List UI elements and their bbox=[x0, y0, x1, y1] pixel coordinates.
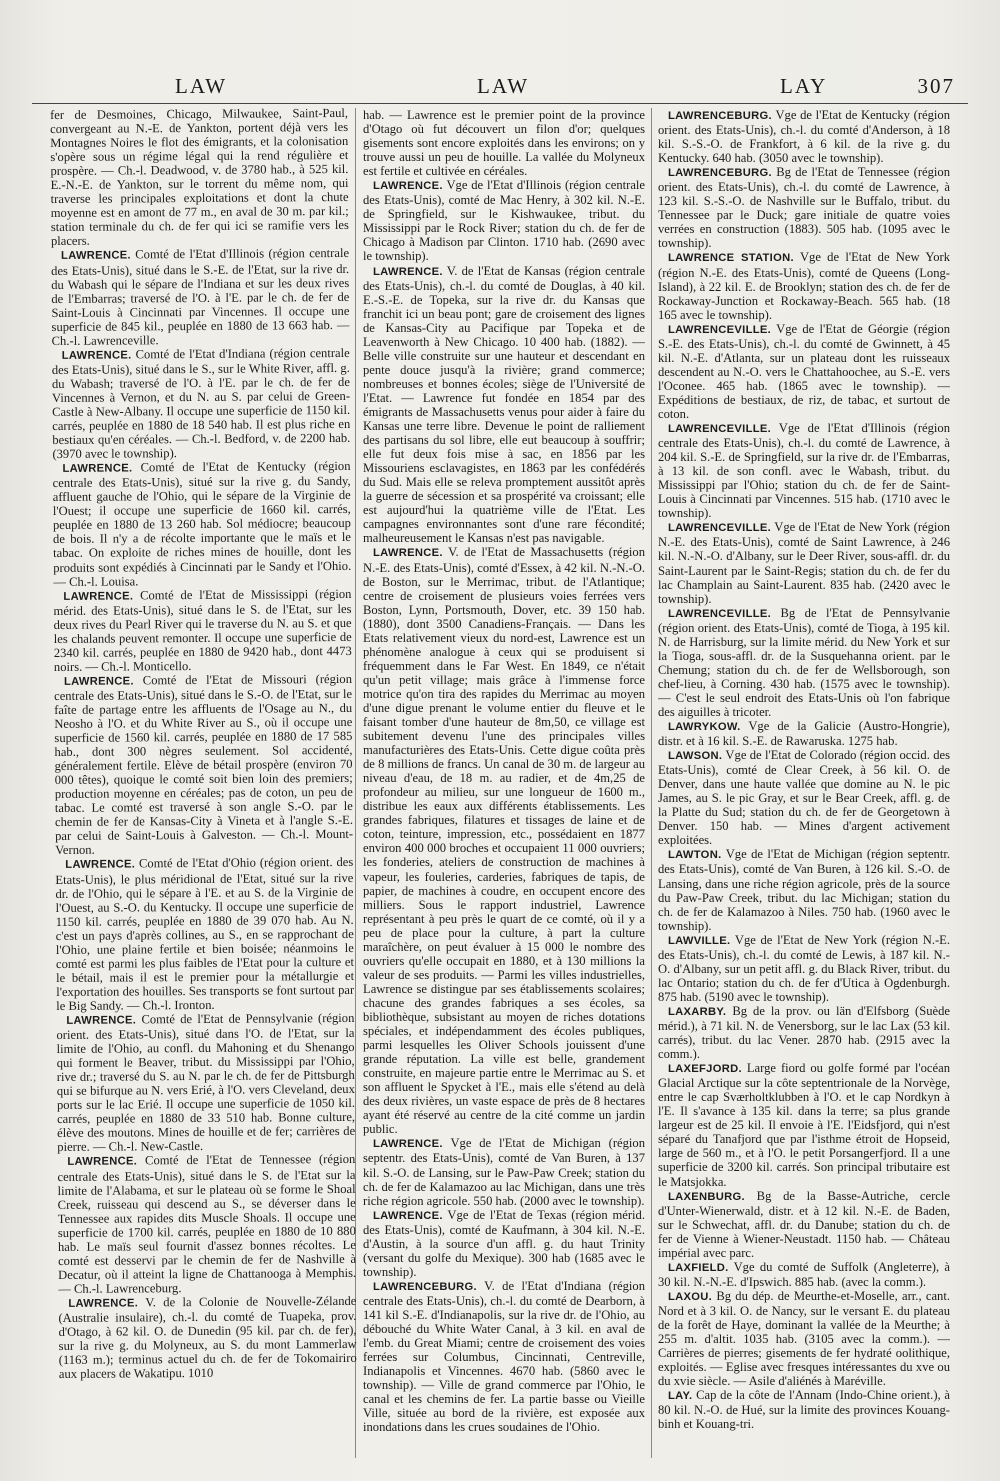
dictionary-entry bbox=[52, 346, 351, 461]
dictionary-entry bbox=[658, 606, 950, 719]
entry-text: Vge de l'Etat de Michigan (région septentr. des Etats-Unis), comté de Van Buren, à 137 kil. S.-O. de Lansing, sur le Paw-Paw Creek; station du ch. de fer de Kalamazoo au lac Michigan, dans une très riche région agricole. 550 hab. (2000 avec le township). bbox=[363, 1136, 645, 1208]
dictionary-entry bbox=[658, 1061, 950, 1188]
entry-text: Comté de l'Etat de Missouri (région centrale des Etats-Unis), situé dans le S.-O. de l'Etat, sur le faîte de partage entre les affluents de l'Osage au N., du Neosho à l'O. et du White River au S., où il occupe une superficie de 1560 kil. carrés, peuplée en 1880 de 17 585 hab., dont 300 nègres seulement. Sol accidenté, généralement fertile. Elève de bétail prospère (environ 70 000 têtes), quoique le comté soit bien loin des premiers; production moyenne en céréales; pas de coton, un peu de tabac. Le comté est traversé à son angle S.-O. par le chemin de fer de Kansas-City à Vineta et à l'angle S.-E. par celui de Saint-Louis à Galveston. — Ch.-l. Mount-Vernon. bbox=[54, 671, 354, 858]
header-rule bbox=[32, 103, 968, 104]
entry-text: Vge de l'Etat de Colorado (région occid. des Etats-Unis), comté de Clear Creek, à 56 kil. O. de Denver, dans une haute vallée que domine au N. le pic James, au S. le pic Gray, et sur le Bear Creek, affl. g. de la Platte du Sud; station du ch. de fer de Georgetown à Denver. 150 hab. — Mines d'argent activement exploitées. bbox=[658, 748, 950, 848]
dictionary-entry bbox=[658, 250, 950, 321]
text-column-2 bbox=[363, 108, 645, 1463]
entry-text: Large fiord ou golfe formé par l'océan Glacial Arctique sur la côte septentrionale de la Norvège, entre le cap Sværholtklubben à l'O. et le cap Nordkyn à l'E. Il s'avance à 135 kil. dans la terre; sa plus grande largeur est de 25 kil. Il envoie à l'E. l'Eidsfjord, qui n'est séparé du Tanafjord que par l'isthme étroit de Hopseid, large de 560 m., et à l'O. le petit Porsangerfjord. Il a une superficie de 3200 kil. carrés. Son principal tributaire est le Matsjokka. bbox=[658, 1061, 950, 1189]
entry-text: Vge de l'Etat de Michigan (région septentr. des Etats-Unis), comté de Van Buren, à 126 kil. S.-O. de Lansing, dans une riche région agricole, près de la source du Paw-Paw Creek, tribut. du lac Michigan; station du ch. de fer de Kalamazoo à Niles. 750 hab. (1960 avec le township). bbox=[658, 847, 950, 933]
header-center-guideword: LAW bbox=[477, 74, 530, 98]
entry-text: hab. — Lawrence est le premier point de la province d'Otago où fut découvert un filon d'or; quelques gisements sont encore exploités dans les environs; on y trouve aussi un peu de houille. La vallée du Molyneux est fertile et cultivée en céréales. bbox=[363, 108, 645, 179]
dictionary-entry bbox=[658, 520, 950, 605]
text-column-1 bbox=[50, 106, 357, 1463]
entry-text: Comté de l'Etat de Tennessee (région centrale des Etats-Unis), situé dans le S. de l'Etat sur la limite de l'Alabama, et sur le plateau où se forme le Shoal Creek, ruisseau qui descend au S., se déverser dans le Tennessee aux rapides dits Muscle Shoals. Il occupe une superficie de 1700 kil. carrés, peuplée en 1880 de 10 880 hab. Le maïs seul fournit d'assez bonnes récoltes. Le comté est desservi par le chemin de fer de Nashville à Decatur, où il atteint la ligne de Chattanooga à Memphis. — Ch.-l. Lawrenceburg. bbox=[57, 1152, 357, 1296]
dictionary-entry bbox=[363, 1279, 645, 1435]
dictionary-entry bbox=[363, 1208, 645, 1279]
dictionary-entry bbox=[658, 847, 950, 932]
entry-headword: LAWRENCE. bbox=[63, 675, 134, 688]
header-right-guideword: LAY bbox=[780, 74, 828, 98]
entry-text: Vge de l'Etat de New York (région N.-E. des Etats-Unis), comté de Queens (Long-Island), à 22 kil. E. de Brooklyn; station des ch. de fer de Rockaway-Junction et Rockaway-Beach. 565 hab. (18 165 avec le township). bbox=[658, 250, 950, 322]
entry-text: Comté de l'Etat d'Illinois (région centrale des Etats-Unis), situé dans le S.-E. de l'Etat, sur la rive dr. du Wabash qui le sépare de l'Indiana et sur les deux rives de l'Embarras; traversé de l'O. à l'E. par le ch. de fer de Saint-Louis à Cincinnati par Vincennes. Il occupe une superficie de 845 kil., peuplée en 1880 de 13 663 hab. — Ch.-l. Lawrenceville. bbox=[51, 246, 350, 348]
page-number: 307 bbox=[917, 74, 955, 98]
header-left-guideword: LAW bbox=[175, 74, 228, 98]
entry-text: V. de l'Etat de Massachusetts (région N.-E. des Etats-Unis), comté d'Essex, à 42 kil. N.-N.-O. de Boston, sur le Merrimac, tribut. de l'Atlantique; centre de croisement de plusieurs voies ferrées vers Boston, Lynn, Portsmouth, Dover, etc. 39 150 hab. (1880), dont 3500 Canadiens-Français. — Dans les Etats relativement vieux du nord-est, Lawrence est un phénomène analogue à ceux qui se produisent si fréquemment dans le Far West. En 1849, ce n'était qu'un petit village; mais grâce à l'immense force motrice qu'on tira des rapides du Merrimac au moyen d'une digue prenant le volume entier du fleuve et le faisant tomber d'une hauteur de 8m,50, ce village est subitement devenu l'une des principales villes manufacturières des Etats-Unis. Cette digue coûta près de 8 millions de francs. Un canal de 30 m. de largeur au niveau d'eau, de 18 m. au radier, et de 4m,25 de profondeur au milieu, sur une longueur de 1600 m., distribue les eaux aux différents établissements. Les grandes fabriques, filatures et tissages de laine et de coton, teinture, impression, etc., possédaient en 1877 environ 400 000 broches et occupaient 11 000 ouvriers; les fonderies, ateliers de construction de machines à vapeur, les fouleries, carderies, fabriques de tapis, de papier, de machines à coudre, en occupent encore des milliers. Sous le rapport industriel, Lawrence représentant à peu près le quart de ce comté, où il y a peu de place pour la culture, à part la culture maraîchère, on peut évaluer à 15 000 le nombre des ouvriers qu'elle occupait en 1880, et à 130 millions la valeur de ses produits. — Parmi les villes industrielles, Lawrence se distingue par ses établissements scolaires; chacune des grandes fabriques a ses écoles, sa bibliothèque, subsistant au moyen de riches dotations spéciales, et indépendamment des écoles publiques, parmi lesquelles les Oliver Schools jouissent d'une grande réputation. La ville est belle, grandement construite, en majeure partie entre le Merrimac au S. et son affluent le Spycket à l'E., mais elle s'étend au delà des deux rivières, un vaste espace de près de 8 hectares ayant été réservé au centre de la cité comme un jardin public. bbox=[363, 545, 645, 1137]
dictionary-entry bbox=[51, 246, 350, 347]
dictionary-entry bbox=[658, 421, 950, 520]
dictionary-entry bbox=[363, 178, 645, 263]
entry-headword: LAWVILLE. bbox=[668, 934, 731, 947]
entry-headword: LAWRENCE. bbox=[63, 590, 134, 603]
dictionary-entry bbox=[55, 855, 354, 1013]
column-divider bbox=[651, 108, 652, 1458]
entry-headword: LAXENBURG. bbox=[668, 1190, 745, 1203]
entry-text: Bg de la Basse-Autriche, cercle d'Unter-Wienerwald, distr. et à 12 kil. N.-E. de Baden, sur le Schwechat, affl. dr. du Danube; station du ch. de fer de Vienne à Wiener-Neustadt. 1150 hab. — Château impérial avec parc. bbox=[658, 1188, 950, 1260]
entry-text: Cap de la côte de l'Annam (Indo-Chine orient.), à 80 kil. N.-O. de Hué, sur la limite des provinces Kouang-binh et Kouang-tri. bbox=[658, 1388, 950, 1432]
entry-headword: LAWRENCE. bbox=[373, 180, 443, 193]
dictionary-entry bbox=[658, 1260, 950, 1289]
entry-headword: LAWRENCE. bbox=[65, 858, 136, 872]
dictionary-entry bbox=[50, 106, 349, 249]
entry-text: Vge de la Galicie (Austro-Hongrie), distr. et à 16 kil. S.-E. de Rawaruska. 1275 hab. bbox=[658, 719, 950, 749]
dictionary-entry bbox=[658, 322, 950, 421]
entry-text: Bg de la prov. ou län d'Elfsborg (Suède mérid.), à 71 kil. N. de Venersborg, sur le lac Lax (53 kil. carrés), tribut. du lac Vener. 2870 hab. (2915 avec la comm.). bbox=[658, 1003, 950, 1062]
entry-headword: LAWRENCE. bbox=[373, 547, 443, 560]
entry-headword: LAWRENCEVILLE. bbox=[668, 607, 772, 620]
dictionary-entry bbox=[658, 165, 950, 250]
entry-text: Comté de l'Etat de Kentucky (région centrale des Etats-Unis), situé sur la rive g. du Sandy, affluent gauche de l'Ohio, qui le sépare de la Virginie de l'Ouest; il occupe une superficie de 1660 kil. carrés, peuplée en 1880 de 13 260 hab. Sol médiocre; beaucoup de bois. Il n'y a de récolte importante que le maïs et le tabac. On exploite de riches mines de houille, dont les produits sont expédiés à Cincinnati par le Sandy et l'Ohio. — Ch.-l. Louisa. bbox=[52, 459, 352, 589]
dictionary-entry bbox=[58, 1294, 357, 1381]
entry-text: Vge de l'Etat de New York (région N.-E. des Etats-Unis), comté de Saint Lawrence, à 246 kil. N.-N.-O. d'Albany, sur le Deer River, sous-affl. dr. du Saint-Laurent par le Saint-Regis; station du ch. de fer du lac Champlain au Saint-Laurent. 835 hab. (2420 avec le township). bbox=[658, 520, 950, 606]
dictionary-entry bbox=[658, 748, 950, 847]
entry-headword: LAWRYKOW. bbox=[668, 721, 741, 734]
dictionary-entry bbox=[658, 933, 950, 1004]
dictionary-entry bbox=[363, 264, 645, 546]
text-column-3 bbox=[658, 108, 950, 1463]
entry-headword: LAWRENCE. bbox=[373, 1209, 443, 1222]
entry-text: Vge de l'Etat de Kentucky (région orient. des Etats-Unis), ch.-l. du comté d'Anderson, à 18 kil. S.-S.-O. de Frankfort, à 6 kil. de la rive g. du Kentucky. 640 hab. (3050 avec le township). bbox=[658, 108, 950, 166]
dictionary-entry bbox=[658, 719, 950, 748]
entry-headword: LAWRENCE. bbox=[373, 265, 443, 278]
entry-text: Comté de l'Etat d'Indiana (région centrale des Etats-Unis), situé dans le S., sur le White River, affl. g. du Wabash; traversé de l'O. à l'E. par le ch. de fer de Vincennes à Vernon, et du N. au S. par celui de Green-Castle à New-Albany. Il occupe une superficie de 1150 kil. carrés, peuplée en 1880 de 18 540 hab. Il est plus riche en bestiaux qu'en céréales. — Ch.-l. Bedford, v. de 2200 hab. (3970 avec le township). bbox=[51, 345, 351, 462]
entry-headword: LAWRENCEVILLE. bbox=[668, 323, 772, 336]
entry-text: fer de Desmoines, Chicago, Milwaukee, Saint-Paul, convergeant au N.-E. de Yankton, portent déjà vers les Montagnes Noires le flot des émigrants, et la colonisation s'opère sous un régime légal qui la rend régulière et prospère. — Ch.-l. Deadwood, v. de 3780 hab., à 525 kil. E.-N.-E. de Yankton, sur le torrent du même nom, qui traverse les principales exploitations et dont la chute moyenne est en amont de 77 m., en aval de 30 m. par kil.; station terminale du ch. de fer qui ici se ramifie vers les placers. bbox=[50, 105, 349, 249]
entry-text: Comté de l'Etat de Pennsylvanie (région orient. des Etats-Unis), situé dans l'O. de l'Etat, sur la limite de l'Ohio, au confl. du Mahoning et du Shenango qui forment le Beaver, tribut. du Mississippi par l'Ohio, rive dr.; traversé du S. au N. par le ch. de fer de Pittsburgh qui se bifurque au N. vers Erié, à l'O. vers Cleveland, deux ports sur le lac Erié. Il occupe une superficie de 1050 kil. carrés, peuplée en 1880 de 33 510 hab. Bonne culture, élève des moutons. Mines de houille et de fer; carrières de pierre. — Ch.-l. New-Castle. bbox=[56, 1010, 356, 1155]
entry-headword: LAWTON. bbox=[668, 849, 722, 862]
entry-headword: LAWRENCE. bbox=[66, 1014, 137, 1027]
entry-text: Vge de l'Etat de Géorgie (région S.-E. des Etats-Unis), ch.-l. du comté de Gwinnett, à 45 kil. N.-E. d'Atlanta, sur un plateau dont les ruisseaux descendent au N.-O. vers le Chattahoochee, au S.-E. vers l'Oconee. 465 hab. (1865 avec le township). — Expéditions de bestiaux, de riz, de tabac, et surtout de coton. bbox=[658, 321, 950, 421]
dictionary-entry bbox=[363, 545, 645, 1136]
entry-headword: LAWRENCE. bbox=[60, 249, 131, 263]
dictionary-entry bbox=[363, 108, 645, 178]
entry-headword: LAXOU. bbox=[668, 1290, 713, 1303]
entry-text: Vge de l'Etat d'Illinois (région centrale des Etats-Unis), comté de Mac Henry, à 302 kil. N.-E. de Springfield, sur le Kishwaukee, tribut. du Mississippi par le Rock River; station du ch. de fer de Chicago à Madison par Clinton. 1710 hab. (2690 avec le township). bbox=[363, 178, 645, 264]
dictionary-entry bbox=[52, 459, 351, 588]
dictionary-entry bbox=[54, 672, 353, 858]
entry-headword: LAWRENCE STATION. bbox=[668, 252, 794, 265]
entry-headword: LAWRENCE. bbox=[67, 1155, 138, 1169]
entry-headword: LAXARBY. bbox=[668, 1005, 727, 1018]
entry-text: Bg de l'Etat de Tennessee (région orient. des Etats-Unis), ch.-l. du comté de Lawrence, à 123 kil. S.-S.-O. de Nashville sur le Buffalo, tribut. du Tennessee par le Duck; gare initiale de quatre voies verrées en construction (1883). 505 hab. (1095 avec le township). bbox=[658, 165, 950, 251]
dictionary-entry bbox=[658, 1189, 950, 1260]
entry-text: Comté de l'Etat de Mississippi (région mérid. des Etats-Unis), situé dans le S. de l'Etat, sur les deux rives du Pearl River qui le traverse du N. au S. et que les chalands peuvent remonter. Il occupe une superficie de 2340 kil. carrés, peuplée en 1880 de 9420 hab., dont 4473 noirs. — Ch.-l. Monticello. bbox=[53, 586, 352, 674]
dictionary-entry bbox=[658, 1004, 950, 1061]
entry-text: Bg de l'Etat de Pennsylvanie (région orient. des Etats-Unis), comté de Tioga, à 195 kil. N. de Harrisburg, sur la limite mérid. du New York et sur la Tioga, sous-affl. dr. de la Susquehanna orient. par le Chemung; station du ch. de fer de Wellsborough, son chef-lieu, à Corning. 430 hab. (1575 avec le township). — C'est le seul endroit des Etats-Unis où l'on fabrique des aiguilles à tricoter. bbox=[658, 605, 950, 719]
dictionary-entry bbox=[57, 1152, 356, 1296]
entry-headword: LAWRENCE. bbox=[61, 349, 132, 362]
entry-text: Vge de l'Etat de New York (région N.-E. des Etats-Unis), ch.-l. du comté de Lewis, à 187 kil. N.-O. d'Albany, sur un petit affl. g. du Black River, tribut. du lac Ontario; station du ch. de fer d'Utica à Ogdenburgh. 875 hab. (5190 avec le township). bbox=[658, 932, 950, 1004]
entry-text: V. de la Colonie de Nouvelle-Zélande (Australie insulaire), ch.-l. du comté de Tuapeka, prov. d'Otago, à 62 kil. O. de Dunedin (95 kil. par ch. de fer), sur la rive g. du Molyneux, au S. du mont Lammerlaw (1163 m.); terminus actuel du ch. de fer de Tokomairiro aux placers de Wakatipu. 1010 bbox=[58, 1293, 357, 1382]
entry-headword: LAWRENCE. bbox=[373, 1138, 443, 1151]
entry-text: Vge du comté de Suffolk (Angleterre), à 30 kil. N.-N.-E. d'Ipswich. 885 hab. (avec la comm.). bbox=[658, 1259, 950, 1289]
dictionary-entry bbox=[658, 1388, 950, 1431]
entry-text: Bg du dép. de Meurthe-et-Moselle, arr., cant. Nord et à 3 kil. O. de Nancy, sur le versant E. du plateau de la forêt de Haye, dominant la vallée de la Meurthe; à 255 m. d'altit. 1035 hab. (3105 avec la comm.). — Carrières de pierres; gisements de fer hydraté oolithique, exploités. — Eglise avec fresques intéressantes du xve ou du xvie siècle. — Asile d'aliénés à Maréville. bbox=[658, 1288, 950, 1389]
entry-text: Comté de l'Etat d'Ohio (région orient. des Etats-Unis), le plus méridional de l'Etat, situé sur la rive dr. de l'Ohio, qui le sépare à l'E. et au S. de la Virginie de l'Ouest, au S.-O. du Kentucky. Il occupe une superficie de 1150 kil. carrés, peuplée en 1880 de 39 070 hab. Au N. c'est un pays d'après collines, au S., en se rapprochant de l'Ohio, une plaine fertile et bien boisée; néanmoins le comté est parmi les plus faibles de l'Etat pour la culture et le bétail, mais il est le premier pour la métallurgie et l'exportation des houilles. Ses transports se font surtout par le Big Sandy. — Ch.-l. Ironton. bbox=[55, 855, 355, 1013]
entry-text: V. de l'Etat d'Indiana (région centrale des Etats-Unis), ch.-l. du comté de Dearborn, à 141 kil S.-E. d'Indianapolis, sur la rive dr. de l'Ohio, au débouché du White Water Canal, à 3 kil. en aval de l'emb. du Great Miami; centre de croisement des voies ferrées sur Columbus, Cincinnati, Centreville, Indianapolis et Vincennes. 4670 hab. (5860 avec le township). — Ville de grand commerce par l'Ohio, le canal et les chemins de fer. La partie basse ou Vieille Ville, située au bord de la rivière, est exposée aux inondations dans les crues soudaines de l'Ohio. bbox=[363, 1278, 645, 1435]
dictionary-entry bbox=[56, 1011, 355, 1155]
entry-headword: LAWRENCEBURG. bbox=[668, 167, 772, 180]
dictionary-entry bbox=[53, 587, 352, 674]
entry-headword: LAWRENCEVILLE. bbox=[668, 423, 772, 436]
entry-text: Vge de l'Etat d'Illinois (région centrale des Etats-Unis), ch.-l. du comté de Lawrence, à 204 kil. S.-E. de Springfield, sur la rive dr. de l'Embarras, à 13 kil. de son confl. avec le Wabash, tribut. du Mississippi par l'Ohio; station du ch. de fer de Saint-Louis à Cincinnati par Vincennes. 515 hab. (1710 avec le township). bbox=[658, 421, 950, 521]
entry-headword: LAWRENCEBURG. bbox=[373, 1280, 477, 1293]
entry-headword: LAWRENCE. bbox=[62, 462, 133, 476]
entry-text: V. de l'Etat de Kansas (région centrale des Etats-Unis), ch.-l. du comté de Douglas, à 40 kil. E.-S.-E. de Topeka, sur la rive dr. du Kansas que franchit ici un beau pont; gare de croisement des lignes de Kansas-City au Pacifique par Topeka et de Leavenworth à New Chicago. 10 400 hab. (1882). — Belle ville construite sur une hauteur et descendant en pente douce jusqu'à la rivière; grand commerce; nombreuses et bonnes écoles; siège de l'Université de l'Etat. — Lawrence fut fondée en 1854 par des émigrants de Massachusetts venus pour aider à faire du Kansas une terre libre. Devenue le point de ralliement des partisans du sol libre, elle eut beaucoup à souffrir; elle fut deux fois mise à sac, en 1856 par les Missouriens esclavagistes, en 1863 par les confédérés du Sud. Mais elle se releva promptement aussitôt après la guerre de sécession et sa prospérité va croissant; elle est aujourd'hui la quatrième ville de l'Etat. Les campagnes environnantes sont d'une rare fécondité; malheureusement le Kansas n'est pas navigable. bbox=[363, 263, 645, 546]
entry-headword: LAWSON. bbox=[668, 750, 723, 763]
entry-headword: LAWRENCE. bbox=[68, 1297, 139, 1310]
entry-headword: LAY. bbox=[668, 1390, 693, 1403]
entry-headword: LAWRENCEVILLE. bbox=[668, 522, 772, 535]
entry-headword: LAXEFJORD. bbox=[668, 1063, 742, 1076]
dictionary-entry bbox=[363, 1136, 645, 1207]
running-header bbox=[40, 74, 960, 102]
dictionary-entry bbox=[658, 108, 950, 165]
dictionary-entry bbox=[658, 1289, 950, 1388]
entry-text: Vge de l'Etat de Texas (région mérid. des Etats-Unis), comté de Kaufmann, à 304 kil. N.-E. d'Austin, à la source d'un affl. g. du haut Trinity (versant du golfe du Mexique). 300 hab (1685 avec le township). bbox=[363, 1207, 645, 1279]
entry-headword: LAXFIELD. bbox=[668, 1261, 729, 1274]
entry-headword: LAWRENCEBURG. bbox=[668, 110, 772, 122]
